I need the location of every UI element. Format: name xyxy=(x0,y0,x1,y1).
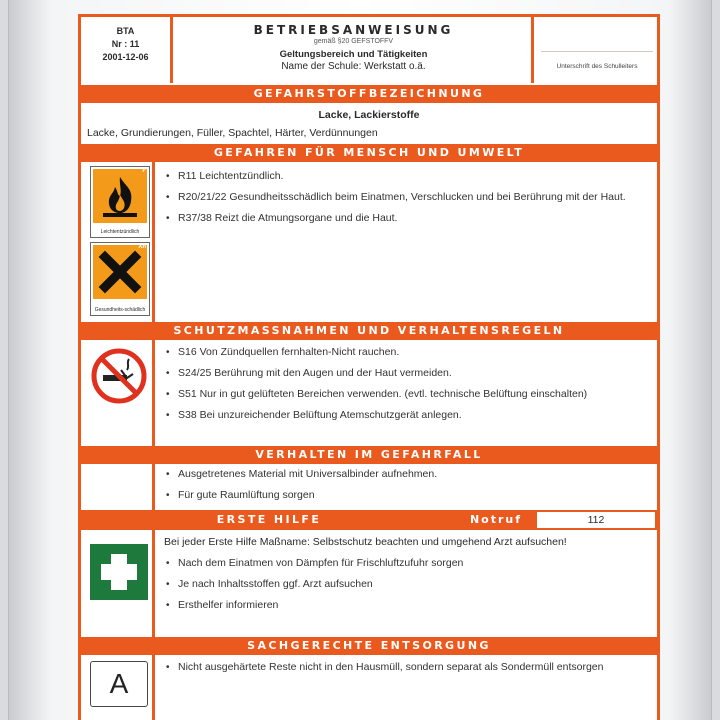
harmful-letter: Xn xyxy=(138,244,146,250)
doc-date: 2001-12-06 xyxy=(102,52,149,62)
firstaid-text xyxy=(158,530,657,637)
header-id-box xyxy=(81,17,173,83)
substance-heading: GEFAHRSTOFFBEZEICHNUNG xyxy=(81,85,657,103)
first-aid-cross-icon xyxy=(90,544,148,600)
firstaid-item: • Je nach Inhaltsstoffen ggf. Arzt aufsuchen xyxy=(164,578,651,591)
doc-number: Nr : 11 xyxy=(111,39,140,49)
disposal-heading: SACHGERECHTE ENTSORGUNG xyxy=(81,637,657,655)
firstaid-band xyxy=(81,510,657,530)
disposal-item: • Nicht ausgehärtete Reste nicht in den Hausmüll, sondern separat als Sondermüll entsorgen xyxy=(164,661,651,674)
hazards-text xyxy=(158,162,657,322)
firstaid-item: • Nach dem Einatmen von Dämpfen für Frischluftzufuhr sorgen xyxy=(164,557,651,570)
harmful-caption: Gesundheits-schädlich xyxy=(94,307,146,313)
danger-item: • Ausgetretenes Material mit Universalbinder aufnehmen. xyxy=(164,468,651,481)
protection-heading: SCHUTZMASSNAHMEN UND VERHALTENSREGELN xyxy=(81,322,657,340)
substance-name: Lacke, Lackierstoffe xyxy=(318,109,420,121)
harmful-symbol xyxy=(90,242,150,316)
doc-code: BTA xyxy=(116,26,135,36)
regulation-note: gemäß §20 GEFSTOFFV xyxy=(313,38,394,45)
danger-item: • Für gute Raumlüftung sorgen xyxy=(164,489,651,502)
signature-label: Unterschrift des Schulleiters xyxy=(556,63,638,70)
flammable-symbol xyxy=(90,166,150,238)
hazard-item: • R37/38 Reizt die Atmungsorgane und die Haut. xyxy=(164,212,651,225)
protection-item: • S38 Bei unzureichender Belüftung Atemschutzgerät anlegen. xyxy=(164,409,651,422)
protection-icon-column xyxy=(81,340,155,446)
header-title-box xyxy=(176,17,534,83)
operating-instruction-sheet xyxy=(78,14,660,720)
protection-item: • S51 Nur in gut gelüfteten Bereichen verwenden. (evtl. technische Belüftung einschalten) xyxy=(164,388,651,401)
signature-box xyxy=(537,17,657,83)
disposal-letter: A xyxy=(109,668,129,699)
flame-icon xyxy=(93,169,147,223)
flammable-caption: Leichtentzündlich xyxy=(100,229,140,235)
page-title: BETRIEBSANWEISUNG xyxy=(253,23,454,37)
signature-line xyxy=(541,51,653,52)
firstaid-item: • Ersthelfer informieren xyxy=(164,599,651,612)
hazards-heading: GEFAHREN FÜR MENSCH UND UMWELT xyxy=(81,144,657,162)
scope-label: Geltungsbereich und Tätigkeiten xyxy=(279,49,428,60)
danger-text xyxy=(158,464,657,510)
hazard-item: • R20/21/22 Gesundheitsschädlich beim Einatmen, Verschlucken und bei Berührung mit der Haut. xyxy=(164,191,651,204)
hazards-icon-column xyxy=(81,162,155,322)
substance-examples: Lacke, Grundierungen, Füller, Spachtel, Härter, Verdünnungen xyxy=(87,127,378,139)
firstaid-icon-column xyxy=(81,530,155,637)
school-name: Name der Schule: Werkstatt o.ä. xyxy=(281,61,426,72)
disposal-text xyxy=(158,655,657,720)
firstaid-intro: Bei jeder Erste Hilfe Maßname: Selbstschutz beachten und umgehend Arzt aufsuchen! xyxy=(164,536,567,548)
protection-item: • S24/25 Berührung mit den Augen und der Haut vermeiden. xyxy=(164,367,651,380)
flammable-letter: F xyxy=(142,168,146,174)
disposal-letter-box xyxy=(90,661,148,707)
danger-heading: VERHALTEN IM GEFAHRFALL xyxy=(81,446,657,464)
hazard-item: • R11 Leichtentzündlich. xyxy=(164,170,651,183)
firstaid-heading: ERSTE HILFE xyxy=(216,513,322,526)
emergency-number: 112 xyxy=(537,512,655,528)
protection-text xyxy=(158,340,657,446)
no-smoking-icon xyxy=(91,348,147,404)
danger-icon-column xyxy=(81,464,155,510)
emergency-label: Notruf xyxy=(469,513,523,526)
x-cross-icon xyxy=(93,245,147,299)
disposal-icon-column xyxy=(81,655,155,720)
protection-item: • S16 Von Zündquellen fernhalten-Nicht rauchen. xyxy=(164,346,651,359)
